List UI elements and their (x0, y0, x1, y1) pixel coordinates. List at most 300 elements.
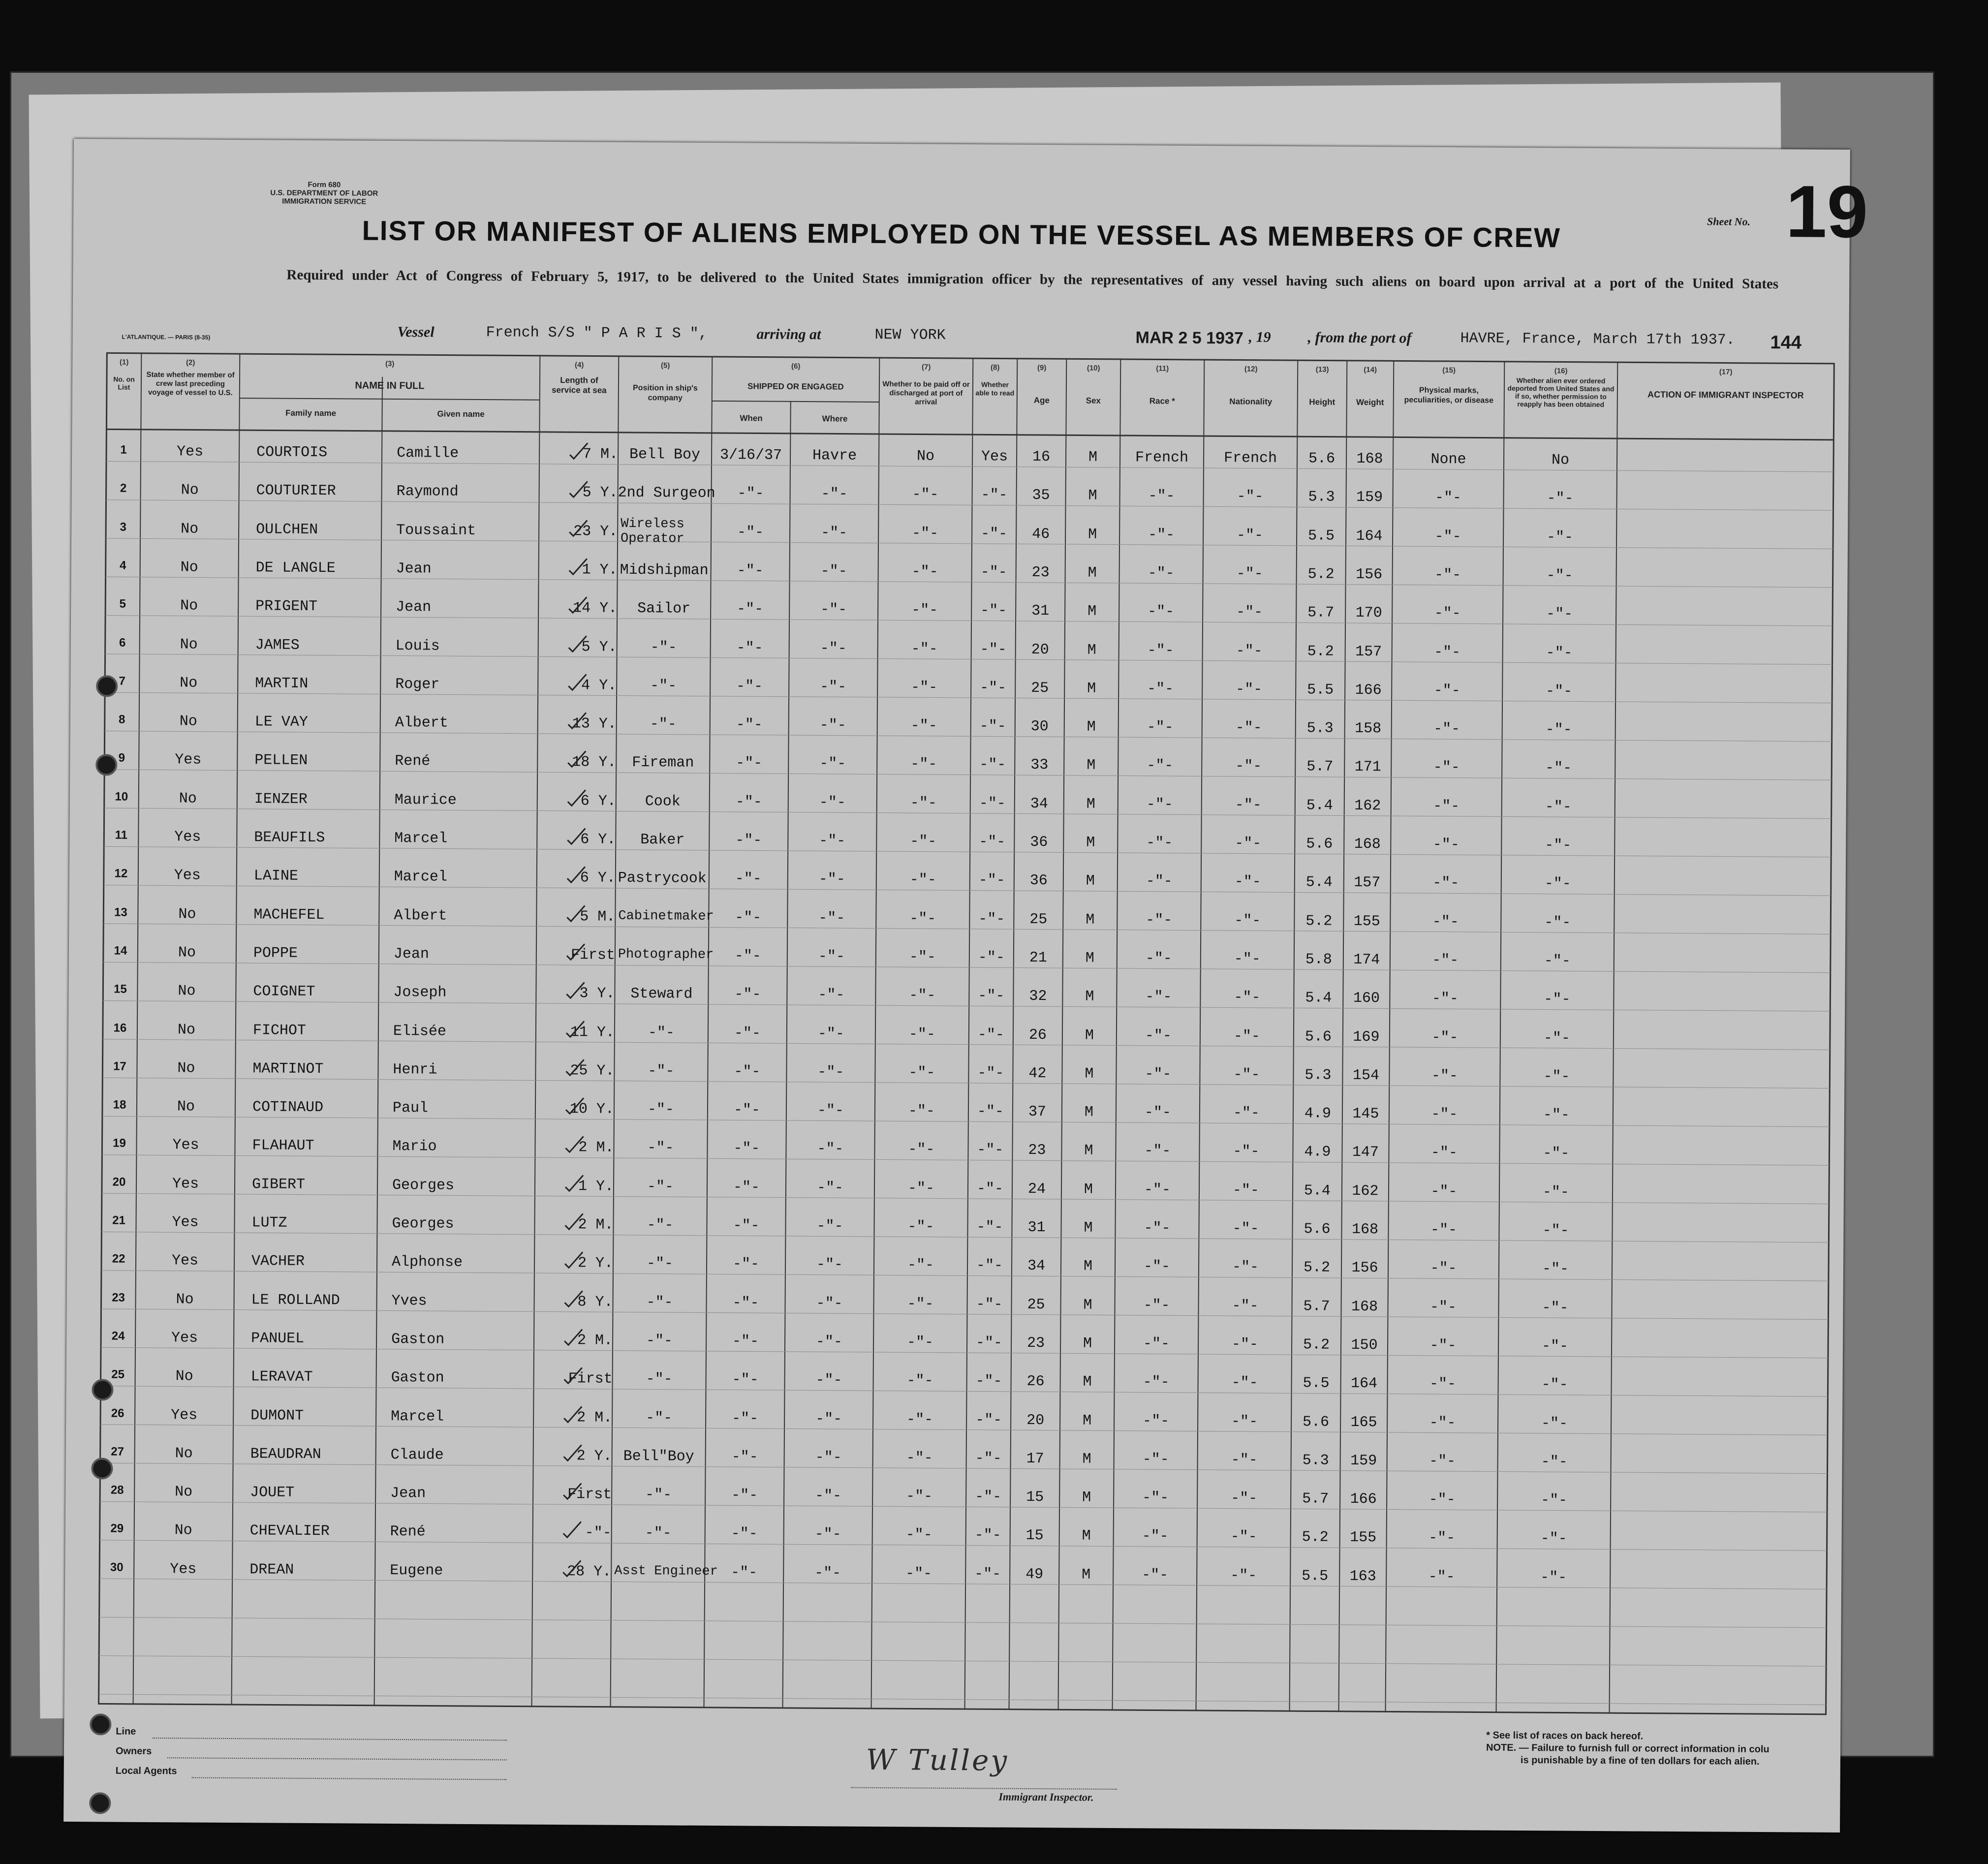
sheet-number: 19 (1785, 170, 1868, 253)
cell-prev: No (180, 559, 198, 576)
cell-race: -"- (1145, 1066, 1172, 1083)
cell-deport: -"- (1544, 991, 1571, 1008)
cell-sex: M (1087, 564, 1097, 582)
cell-no: 10 (115, 790, 128, 804)
cell-read: -"- (977, 1065, 1004, 1082)
cell-where: -"- (817, 1025, 845, 1043)
cell-nat: -"- (1237, 527, 1264, 544)
cell-sex: M (1085, 1065, 1094, 1083)
cell-sex: M (1086, 834, 1095, 851)
cell-prev: No (179, 790, 197, 808)
header-race: Race * (1149, 396, 1175, 406)
cell-marks: -"- (1431, 1106, 1458, 1123)
cell-service: 18 Y. (572, 754, 617, 772)
cell-race: -"- (1142, 1490, 1169, 1507)
colnum-13: (13) (1315, 365, 1329, 374)
cell-paid: -"- (907, 1218, 934, 1236)
footer-line-label: Line (116, 1726, 136, 1737)
cell-no: 27 (111, 1445, 124, 1459)
date-stamp: MAR 2 5 1937 (1135, 328, 1243, 348)
cell-marks: -"- (1432, 836, 1460, 854)
cell-read: -"- (975, 1450, 1002, 1467)
cell-paid: -"- (912, 525, 939, 542)
inspector-label: Immigrant Inspector. (998, 1790, 1094, 1803)
check-mark-icon (563, 1290, 583, 1309)
cell-service: 4 Y. (581, 677, 617, 694)
cell-nat: -"- (1236, 642, 1263, 660)
cell-deport: -"- (1546, 606, 1573, 623)
cell-age: 23 (1028, 1142, 1046, 1159)
cell-family: FICHOT (252, 1022, 307, 1039)
check-mark-icon (568, 558, 588, 577)
cell-race: -"- (1148, 488, 1175, 505)
cell-family: PELLEN (254, 752, 308, 770)
cell-marks: -"- (1434, 490, 1462, 507)
cell-position: Bell Boy (629, 446, 701, 464)
cell-where: -"- (818, 871, 845, 888)
cell-marks: -"- (1430, 1221, 1458, 1239)
cell-race: -"- (1143, 1336, 1170, 1353)
cell-age: 30 (1030, 718, 1049, 736)
form-department: U.S. DEPARTMENT OF LABOR (270, 188, 378, 198)
cell-given: Marcel (391, 1408, 444, 1426)
cell-family: COIGNET (253, 983, 315, 1001)
cell-position: -"- (646, 1255, 674, 1273)
signature-line (851, 1787, 1117, 1790)
cell-prev: Yes (175, 751, 202, 769)
cell-where: -"- (816, 1179, 844, 1197)
cell-race: -"- (1146, 873, 1173, 890)
cell-height: 5.3 (1306, 720, 1334, 737)
cell-race: -"- (1142, 1566, 1169, 1584)
cell-read: -"- (975, 1411, 1002, 1429)
colnum-8: (8) (990, 363, 1000, 372)
cell-no: 2 (120, 481, 127, 495)
cell-family: LE ROLLAND (251, 1291, 340, 1309)
cell-marks: -"- (1433, 798, 1460, 815)
cell-deport: No (1551, 452, 1570, 469)
arrival-port: NEW YORK (874, 326, 946, 344)
cell-prev: Yes (170, 1560, 197, 1578)
cell-position: -"- (646, 1371, 673, 1388)
cell-no: 14 (114, 944, 127, 958)
cell-position: 2nd Surgeon (618, 485, 715, 502)
cell-service: 5 Y. (582, 484, 618, 502)
cell-when: -"- (735, 909, 762, 927)
failure-note: NOTE. — Failure to furnish full or correct information in colu (1486, 1742, 1770, 1755)
cell-deport: -"- (1547, 490, 1574, 507)
cell-nat: -"- (1235, 797, 1262, 814)
year-label: , 19 (1248, 329, 1271, 345)
cell-weight: 147 (1352, 1144, 1379, 1161)
cell-when: -"- (736, 639, 763, 657)
cell-sex: M (1086, 796, 1095, 813)
cell-read: -"- (976, 1296, 1003, 1313)
cell-family: MACHEFEL (253, 906, 325, 924)
check-mark-icon (568, 596, 588, 616)
cell-read: -"- (976, 1219, 1003, 1236)
cell-read: -"- (976, 1180, 1004, 1198)
cell-position: Midshipman (620, 561, 709, 579)
cell-age: 42 (1028, 1065, 1047, 1082)
cell-race: -"- (1142, 1451, 1169, 1468)
cell-age: 31 (1031, 603, 1050, 620)
sheet-label: Sheet No. (1707, 215, 1751, 228)
cell-where: -"- (820, 601, 847, 619)
cell-weight: 156 (1356, 566, 1383, 584)
cell-where: -"- (818, 987, 845, 1004)
header-when: When (740, 413, 763, 423)
cell-given: Marcel (394, 830, 448, 847)
cell-nat: -"- (1233, 1143, 1260, 1161)
cell-no: 13 (114, 905, 127, 919)
list-number: 144 (1770, 332, 1802, 353)
cell-marks: -"- (1429, 1299, 1457, 1316)
cell-no: 19 (113, 1136, 126, 1150)
cell-marks: -"- (1431, 991, 1459, 1008)
colnum-10: (10) (1087, 364, 1100, 373)
cell-given: Paul (392, 1100, 429, 1117)
cell-prev: No (178, 905, 196, 923)
cell-given: Jean (390, 1485, 426, 1502)
cell-when: -"- (733, 1140, 760, 1157)
cell-prev: No (175, 1368, 193, 1385)
cell-no: 3 (120, 520, 126, 534)
cell-age: 35 (1032, 487, 1050, 504)
cell-no: 26 (111, 1406, 124, 1420)
cell-where: -"- (820, 640, 847, 657)
check-mark-icon (568, 519, 588, 539)
cell-weight: 166 (1355, 682, 1382, 699)
cell-sex: M (1083, 1412, 1092, 1429)
cell-deport: -"- (1543, 1068, 1570, 1086)
cell-weight: 157 (1355, 643, 1382, 660)
cell-deport: -"- (1546, 567, 1573, 585)
cell-family: OULCHEN (256, 521, 318, 538)
footer-line-field (153, 1738, 507, 1740)
cell-where: -"- (816, 1295, 843, 1312)
cell-nat: -"- (1232, 1182, 1260, 1199)
cell-deport: -"- (1546, 528, 1574, 546)
cell-deport: -"- (1540, 1530, 1567, 1548)
cell-given: Jean (396, 560, 432, 578)
cell-marks: -"- (1434, 528, 1461, 545)
cell-age: 36 (1029, 872, 1048, 890)
cell-read: -"- (980, 602, 1007, 620)
cell-when: -"- (737, 524, 764, 541)
cell-position: -"- (650, 677, 677, 695)
cell-weight: 174 (1353, 951, 1380, 969)
cell-weight: 170 (1355, 605, 1382, 622)
cell-service: 3 Y. (579, 985, 615, 1002)
punch-hole (90, 1713, 111, 1735)
cell-age: 23 (1031, 564, 1050, 582)
colnum-11: (11) (1156, 364, 1169, 373)
header-weight: Weight (1356, 397, 1384, 407)
cell-prev: No (180, 636, 198, 653)
cell-paid: -"- (910, 795, 937, 812)
cell-age: 34 (1030, 795, 1048, 812)
cell-height: 4.9 (1304, 1105, 1332, 1122)
cell-read: -"- (975, 1373, 1002, 1390)
cell-given: René (390, 1523, 426, 1541)
cell-position: Bell"Boy (623, 1448, 694, 1465)
header-position: Position in ship's company (632, 383, 698, 403)
cell-where: -"- (820, 679, 847, 696)
check-mark-icon (567, 673, 587, 693)
header-inspector-action: ACTION OF IMMIGRANT INSPECTOR (1647, 389, 1804, 401)
cell-read: -"- (978, 949, 1005, 966)
cell-prev: No (181, 520, 199, 538)
cell-nat: -"- (1236, 565, 1263, 583)
cell-height: 5.3 (1305, 1067, 1332, 1084)
cell-age: 17 (1026, 1450, 1044, 1467)
cell-no: 30 (110, 1560, 124, 1574)
cell-sex: M (1087, 680, 1096, 697)
cell-given: Albert (394, 907, 447, 925)
cell-height: 5.6 (1306, 836, 1333, 853)
check-mark-icon (565, 1058, 585, 1078)
cell-service: 25 Y. (570, 1062, 615, 1080)
cell-family: COTINAUD (252, 1099, 324, 1117)
check-mark-icon (568, 635, 588, 654)
header-family-name: Family name (285, 408, 337, 418)
cell-read: -"- (977, 1026, 1005, 1044)
cell-position: Photographer (618, 947, 714, 963)
cell-family: MARTIN (255, 675, 309, 692)
cell-deport: -"- (1544, 914, 1571, 932)
cell-paid: -"- (912, 486, 939, 504)
cell-family: VACHER (251, 1253, 305, 1271)
cell-height: 4.9 (1304, 1144, 1331, 1161)
cell-deport: -"- (1543, 1145, 1570, 1162)
cell-family: FLAHAUT (252, 1137, 314, 1155)
cell-position: -"- (648, 1024, 675, 1041)
cell-paid: -"- (906, 1334, 934, 1351)
cell-given: Georges (392, 1177, 455, 1194)
cell-race: -"- (1143, 1412, 1170, 1430)
cell-position: Fireman (632, 754, 694, 772)
cell-age: 23 (1026, 1335, 1045, 1352)
cell-height: 5.6 (1308, 450, 1336, 467)
cell-height: 5.6 (1304, 1221, 1331, 1238)
cell-position: -"- (648, 1062, 675, 1080)
cell-given: Louis (395, 637, 440, 655)
cell-service: 8 Y. (577, 1293, 613, 1311)
cell-sex: M (1088, 449, 1098, 466)
cell-when: -"- (737, 485, 764, 502)
cell-age: 24 (1027, 1181, 1046, 1198)
departure-port: HAVRE, France, March 17th 1937. (1460, 330, 1735, 349)
check-mark-icon (565, 1020, 585, 1040)
cell-read: -"- (980, 680, 1007, 697)
cell-prev: No (175, 1445, 193, 1462)
cell-no: 6 (119, 636, 126, 650)
cell-age: 34 (1027, 1258, 1046, 1275)
cell-given: Georges (392, 1215, 454, 1233)
cell-when: -"- (733, 1217, 760, 1235)
header-name-in-full: NAME IN FULL (355, 380, 425, 392)
cell-sex: M (1083, 1258, 1093, 1275)
cell-when: -"- (732, 1294, 759, 1312)
cell-position: -"- (645, 1487, 672, 1504)
cell-deport: -"- (1541, 1338, 1569, 1355)
cell-race: -"- (1147, 681, 1174, 698)
races-note: * See list of races on back hereof. (1486, 1730, 1644, 1742)
cell-given: Yves (391, 1292, 427, 1310)
cell-where: -"- (815, 1410, 842, 1428)
colnum-7: (7) (921, 363, 931, 372)
cell-sex: M (1084, 1181, 1093, 1198)
cell-service: First (570, 947, 615, 964)
cell-service: 7 M. (582, 446, 619, 463)
cell-read: -"- (981, 487, 1008, 504)
cell-no: 17 (113, 1059, 126, 1073)
cell-where: -"- (815, 1334, 843, 1351)
cell-position: -"- (647, 1101, 675, 1118)
cell-race: -"- (1147, 642, 1174, 659)
cell-family: PANUEL (251, 1330, 305, 1347)
cell-service: 11 Y. (570, 1024, 615, 1041)
cell-paid: -"- (907, 1257, 934, 1274)
header-sex: Sex (1086, 396, 1101, 405)
cell-marks: -"- (1430, 1183, 1458, 1200)
cell-family: LERAVAT (250, 1368, 313, 1386)
cell-given: Raymond (396, 483, 459, 501)
cell-height: 5.2 (1303, 1259, 1331, 1276)
cell-service: 1 Y. (578, 1178, 614, 1195)
cell-race: -"- (1143, 1374, 1170, 1391)
cell-marks: -"- (1429, 1491, 1456, 1509)
cell-race: -"- (1147, 719, 1174, 736)
cell-no: 23 (112, 1291, 125, 1305)
cell-paid: -"- (908, 1141, 935, 1159)
cell-deport: -"- (1541, 1415, 1568, 1432)
cell-race: -"- (1145, 950, 1172, 967)
cell-read: -"- (981, 525, 1008, 543)
cell-race: -"- (1146, 796, 1173, 813)
cell-sex: M (1085, 988, 1094, 1005)
cell-nat: -"- (1230, 1567, 1257, 1584)
cell-paid: -"- (909, 949, 936, 966)
punch-hole (92, 1379, 113, 1400)
cell-weight: 150 (1351, 1336, 1378, 1354)
cell-given: Henri (393, 1061, 437, 1079)
cell-where: -"- (817, 1141, 844, 1158)
cell-family: LUTZ (251, 1214, 287, 1232)
cell-no: 29 (110, 1522, 124, 1536)
cell-no: 5 (119, 597, 126, 611)
cell-when: -"- (736, 678, 763, 695)
cell-position: -"- (646, 1294, 673, 1311)
cell-deport: -"- (1540, 1569, 1567, 1586)
cell-prev: Yes (171, 1330, 198, 1347)
cell-sex: M (1085, 1027, 1094, 1044)
cell-sex: M (1085, 950, 1094, 967)
cell-where: -"- (816, 1218, 843, 1235)
check-mark-icon (566, 866, 586, 885)
colnum-15: (15) (1442, 366, 1456, 375)
arriving-label: arriving at (756, 326, 821, 343)
cell-prev: Yes (174, 829, 201, 846)
cell-read: -"- (979, 834, 1006, 851)
cell-marks: -"- (1429, 1414, 1456, 1431)
check-mark-icon (565, 981, 585, 1001)
cell-family: DUMONT (250, 1407, 304, 1425)
cell-service: 14 Y. (573, 600, 618, 617)
cell-weight: 155 (1353, 913, 1380, 930)
cell-read: -"- (980, 641, 1007, 658)
colnum-12: (12) (1244, 365, 1258, 373)
header-no: No. on List (113, 375, 135, 391)
cell-height: 5.5 (1303, 1375, 1330, 1392)
cell-deport: -"- (1541, 1454, 1568, 1471)
cell-given: Maurice (394, 791, 457, 809)
cell-age: 25 (1027, 1296, 1045, 1313)
cell-given: Toussaint (396, 522, 476, 539)
cell-given: Mario (392, 1138, 437, 1155)
cell-position: Asst Engineer (614, 1563, 718, 1579)
cell-age: 25 (1029, 911, 1048, 928)
cell-marks: -"- (1430, 1145, 1458, 1162)
vessel-label: Vessel (397, 324, 435, 341)
cell-position: -"- (646, 1333, 673, 1350)
cell-paid: -"- (909, 987, 936, 1004)
cell-nat: -"- (1235, 758, 1262, 776)
vessel-name: French S/S " P A R I S ", (486, 324, 708, 342)
cell-when: -"- (733, 1102, 761, 1119)
cell-where: -"- (819, 755, 846, 773)
cell-service: 6 Y. (580, 831, 616, 848)
cell-weight: 159 (1356, 489, 1383, 506)
colnum-17: (17) (1719, 368, 1733, 376)
check-mark-icon (565, 1097, 585, 1117)
cell-height: 5.7 (1306, 758, 1334, 776)
cell-no: 20 (112, 1175, 126, 1189)
cell-marks: -"- (1430, 1260, 1457, 1277)
footer-agents-label: Local Agents (115, 1765, 177, 1777)
form-service: IMMIGRATION SERVICE (282, 197, 367, 206)
row-rule (99, 1656, 1826, 1666)
cell-weight: 154 (1352, 1067, 1380, 1085)
cell-where: -"- (821, 486, 848, 503)
inspector-signature: W Tulley (866, 1742, 1009, 1777)
cell-service: 2 M. (578, 1139, 614, 1157)
colnum-3: (3) (385, 359, 395, 368)
cell-race: -"- (1143, 1258, 1171, 1275)
cell-position: -"- (647, 1140, 674, 1157)
cell-position: -"- (650, 716, 677, 733)
cell-marks: -"- (1429, 1530, 1456, 1547)
cell-age: 25 (1031, 680, 1049, 697)
cell-nat: -"- (1232, 1220, 1259, 1238)
cell-deport: -"- (1542, 1299, 1569, 1317)
check-mark-icon (567, 789, 587, 808)
cell-height: 5.4 (1304, 1182, 1331, 1200)
cell-height: 5.2 (1307, 643, 1334, 660)
cell-family: LAINE (253, 868, 298, 885)
cell-paid: -"- (911, 563, 938, 581)
cell-service: 13 Y. (572, 715, 617, 733)
cell-weight: 164 (1356, 528, 1383, 545)
cell-sex: M (1082, 1527, 1091, 1545)
colnum-5: (5) (660, 361, 670, 370)
header-given-name: Given name (437, 409, 485, 419)
cell-height: 5.7 (1303, 1298, 1330, 1315)
cell-prev: No (179, 713, 197, 730)
page-subtitle: Required under Act of Congress of February 5, 1917, to be delivered to the United States immigration officer by the representatives of any vessel having such aliens on board upon arrival at a port of the United States (286, 267, 1779, 292)
cell-position: -"- (647, 1217, 674, 1234)
